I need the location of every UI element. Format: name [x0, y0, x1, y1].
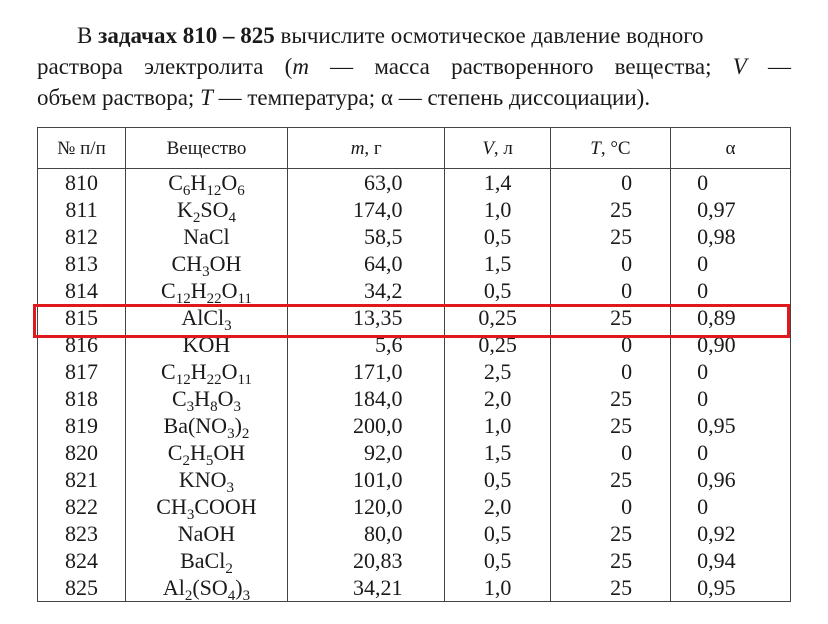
header-volume — [445, 128, 550, 169]
formula-subscript: 3 — [224, 318, 232, 334]
cell-mass: 120,0 — [287, 493, 445, 520]
cell-mass: 64,0 — [287, 250, 445, 277]
formula-subscript: 8 — [210, 399, 218, 415]
table-row — [38, 439, 791, 466]
table-row — [38, 196, 791, 223]
formula-part: ) — [234, 413, 242, 438]
table-row — [38, 574, 791, 602]
cell-number: 819 — [38, 412, 126, 439]
intro-task-range: задачах 810 – 825 — [98, 23, 275, 48]
cell-substance — [126, 547, 288, 577]
cell-temperature: 0 — [550, 439, 670, 466]
formula-subscript: 3 — [186, 507, 195, 523]
formula-subscript: 12 — [206, 183, 222, 199]
formula-part: (SO — [192, 575, 228, 600]
cell-number: 824 — [38, 547, 126, 574]
cell-mass: 58,5 — [287, 223, 445, 250]
cell-temperature: 0 — [550, 169, 670, 197]
header-temperature — [550, 128, 670, 169]
intro-line3-a: объем раствора; — [37, 85, 201, 110]
formula-part: H — [190, 359, 207, 384]
cell-volume: 2,5 — [445, 358, 550, 385]
cell-alpha: 0,94 — [671, 547, 791, 574]
formula-part: K — [176, 197, 193, 222]
cell-volume: 2,0 — [445, 385, 550, 412]
header-alpha: α — [671, 128, 791, 169]
cell-number: 811 — [38, 196, 126, 223]
cell-number: 822 — [38, 493, 126, 520]
cell-substance — [126, 412, 288, 442]
formula-part: C — [171, 386, 187, 411]
formula-part: SO — [200, 197, 229, 222]
cell-mass: 13,35 — [287, 304, 445, 331]
cell-mass: 101,0 — [287, 466, 445, 493]
cell-volume: 1,0 — [445, 412, 550, 439]
cell-volume: 0,25 — [445, 331, 550, 358]
header-volume-symbol: V — [482, 137, 494, 159]
problem-statement — [37, 20, 791, 113]
cell-volume: 0,5 — [445, 277, 550, 304]
formula-part: H — [189, 440, 206, 465]
formula-part: AlCl — [181, 305, 225, 330]
cell-substance — [126, 196, 288, 226]
formula-subscript: 2 — [241, 426, 250, 442]
formula-subscript: 12 — [175, 291, 191, 307]
cell-temperature: 0 — [550, 277, 670, 304]
cell-volume: 1,4 — [445, 169, 550, 197]
cell-number: 815 — [38, 304, 126, 331]
cell-alpha: 0,89 — [671, 304, 791, 331]
formula-part: CH — [156, 494, 187, 519]
formula-part: H — [190, 278, 207, 303]
cell-volume: 0,5 — [445, 520, 550, 547]
header-temperature-unit: , °С — [600, 137, 631, 159]
cell-temperature: 25 — [550, 385, 670, 412]
cell-number: 814 — [38, 277, 126, 304]
temperature-symbol: T — [200, 85, 213, 110]
cell-alpha: 0 — [671, 385, 791, 412]
formula-subscript: 2 — [225, 561, 233, 577]
cell-number: 816 — [38, 331, 126, 358]
intro-prefix: В — [77, 23, 99, 48]
formula-subscript: 3 — [242, 588, 251, 604]
cell-alpha: 0,96 — [671, 466, 791, 493]
formula-subscript: 6 — [182, 183, 191, 199]
formula-subscript: 3 — [226, 480, 235, 496]
cell-number: 812 — [38, 223, 126, 250]
cell-mass: 184,0 — [287, 385, 445, 412]
cell-alpha: 0,98 — [671, 223, 791, 250]
cell-number: 821 — [38, 466, 126, 493]
cell-temperature: 25 — [550, 223, 670, 250]
header-temperature-symbol: T — [590, 137, 601, 159]
formula-part: COOH — [194, 494, 257, 519]
cell-substance — [126, 331, 288, 358]
intro-line-2 — [37, 51, 791, 82]
formula-part: C — [167, 440, 183, 465]
cell-volume: 1,5 — [445, 250, 550, 277]
cell-substance — [126, 277, 288, 307]
cell-substance — [126, 304, 288, 334]
formula-subscript: 2 — [192, 210, 201, 226]
formula-part: CH — [171, 251, 203, 276]
formula-part: C — [161, 278, 176, 303]
table-header-row — [38, 128, 791, 169]
header-mass-symbol: m — [350, 137, 365, 159]
cell-substance — [126, 466, 288, 496]
intro-line-3 — [37, 82, 791, 113]
cell-number: 813 — [38, 250, 126, 277]
table-row — [38, 277, 791, 304]
formula-part: O — [217, 386, 234, 411]
table-row — [38, 466, 791, 493]
table-row — [38, 358, 791, 385]
cell-alpha: 0,97 — [671, 196, 791, 223]
formula-subscript: 11 — [237, 372, 252, 388]
cell-temperature: 25 — [550, 466, 670, 493]
cell-temperature: 25 — [550, 304, 670, 331]
formula-part: O — [221, 170, 238, 195]
cell-alpha: 0,95 — [671, 412, 791, 439]
formula-subscript: 3 — [186, 399, 195, 415]
formula-part: H — [190, 170, 207, 195]
formula-subscript: 3 — [202, 264, 210, 280]
cell-volume: 1,0 — [445, 574, 550, 602]
intro-line3-b: — температура; α — степень диссоциации). — [212, 85, 651, 110]
formula-subscript: 4 — [228, 210, 236, 226]
formula-part: Ba(NO — [163, 413, 228, 438]
cell-alpha: 0,92 — [671, 520, 791, 547]
formula-part: O — [221, 278, 238, 303]
cell-mass: 34,21 — [287, 574, 445, 602]
cell-alpha: 0,95 — [671, 574, 791, 602]
formula-part: Al — [162, 575, 185, 600]
table-row — [38, 169, 791, 197]
mass-symbol: m — [292, 54, 309, 79]
table-row — [38, 385, 791, 412]
formula-subscript: 5 — [205, 453, 214, 469]
cell-number: 825 — [38, 574, 126, 602]
intro-line2-c: — — [746, 54, 791, 79]
cell-mass: 200,0 — [287, 412, 445, 439]
formula-subscript: 11 — [237, 291, 252, 307]
formula-part: NaOH — [177, 521, 236, 546]
problems-table — [37, 127, 791, 602]
cell-temperature: 0 — [550, 493, 670, 520]
formula-subscript: 4 — [227, 588, 236, 604]
cell-alpha: 0 — [671, 358, 791, 385]
cell-temperature: 25 — [550, 547, 670, 574]
formula-part: KNO — [178, 467, 227, 492]
cell-alpha: 0 — [671, 169, 791, 197]
header-substance: Вещество — [126, 128, 288, 169]
cell-alpha: 0 — [671, 250, 791, 277]
table-row — [38, 331, 791, 358]
table-row — [38, 493, 791, 520]
cell-temperature: 25 — [550, 520, 670, 547]
formula-part: NaCl — [183, 224, 230, 249]
formula-subscript: 22 — [206, 372, 222, 388]
cell-mass: 171,0 — [287, 358, 445, 385]
formula-part: H — [194, 386, 211, 411]
cell-substance — [126, 169, 288, 197]
cell-substance — [126, 223, 288, 250]
formula-part: BaCl — [180, 548, 226, 573]
intro-line-1 — [37, 20, 791, 51]
formula-subscript: 12 — [175, 372, 191, 388]
header-mass-unit: , г — [364, 137, 382, 159]
cell-volume: 0,5 — [445, 547, 550, 574]
formula-subscript: 3 — [227, 426, 235, 442]
header-volume-unit: , л — [493, 137, 513, 159]
cell-temperature: 0 — [550, 250, 670, 277]
formula-part: KOH — [182, 332, 231, 357]
table-row — [38, 250, 791, 277]
formula-part: O — [221, 359, 238, 384]
cell-mass: 92,0 — [287, 439, 445, 466]
table-row — [38, 223, 791, 250]
cell-volume: 0,5 — [445, 223, 550, 250]
table-row — [38, 520, 791, 547]
formula-part: C — [168, 170, 183, 195]
cell-alpha: 0 — [671, 493, 791, 520]
formula-subscript: 2 — [182, 453, 190, 469]
table-row — [38, 304, 791, 331]
formula-part: ) — [235, 575, 243, 600]
cell-mass: 63,0 — [287, 169, 445, 197]
cell-number: 817 — [38, 358, 126, 385]
cell-substance — [126, 250, 288, 280]
header-number: № п/п — [38, 128, 126, 169]
intro-line2-b: — масса растворенного вещества; — [308, 54, 733, 79]
table-body — [38, 169, 791, 602]
cell-mass: 174,0 — [287, 196, 445, 223]
cell-volume: 1,0 — [445, 196, 550, 223]
cell-temperature: 0 — [550, 358, 670, 385]
cell-substance — [126, 574, 288, 602]
table-row — [38, 412, 791, 439]
cell-substance — [126, 493, 288, 523]
cell-substance — [126, 439, 288, 469]
cell-mass: 20,83 — [287, 547, 445, 574]
cell-number: 810 — [38, 169, 126, 197]
formula-part: C — [161, 359, 176, 384]
formula-subscript: 22 — [206, 291, 222, 307]
cell-number: 820 — [38, 439, 126, 466]
cell-alpha: 0 — [671, 439, 791, 466]
table-row — [38, 547, 791, 574]
cell-temperature: 25 — [550, 412, 670, 439]
cell-mass: 80,0 — [287, 520, 445, 547]
cell-number: 823 — [38, 520, 126, 547]
cell-temperature: 25 — [550, 196, 670, 223]
formula-part: OH — [209, 251, 242, 276]
cell-substance — [126, 385, 288, 415]
cell-substance — [126, 358, 288, 388]
cell-temperature: 0 — [550, 331, 670, 358]
cell-substance — [126, 520, 288, 547]
cell-alpha: 0 — [671, 277, 791, 304]
cell-volume: 1,5 — [445, 439, 550, 466]
formula-subscript: 6 — [237, 183, 245, 199]
volume-symbol: V — [732, 54, 747, 79]
cell-mass: 5,6 — [287, 331, 445, 358]
cell-mass: 34,2 — [287, 277, 445, 304]
formula-subscript: 2 — [184, 588, 193, 604]
intro-line1-text: вычислите осмотическое давление водного — [274, 23, 704, 48]
cell-volume: 2,0 — [445, 493, 550, 520]
cell-number: 818 — [38, 385, 126, 412]
header-mass — [287, 128, 445, 169]
formula-part: OH — [213, 440, 246, 465]
formula-subscript: 3 — [233, 399, 241, 415]
cell-volume: 0,25 — [445, 304, 550, 331]
cell-volume: 0,5 — [445, 466, 550, 493]
cell-temperature: 25 — [550, 574, 670, 602]
cell-alpha: 0,90 — [671, 331, 791, 358]
intro-line2-a: раствора электролита ( — [37, 54, 293, 79]
